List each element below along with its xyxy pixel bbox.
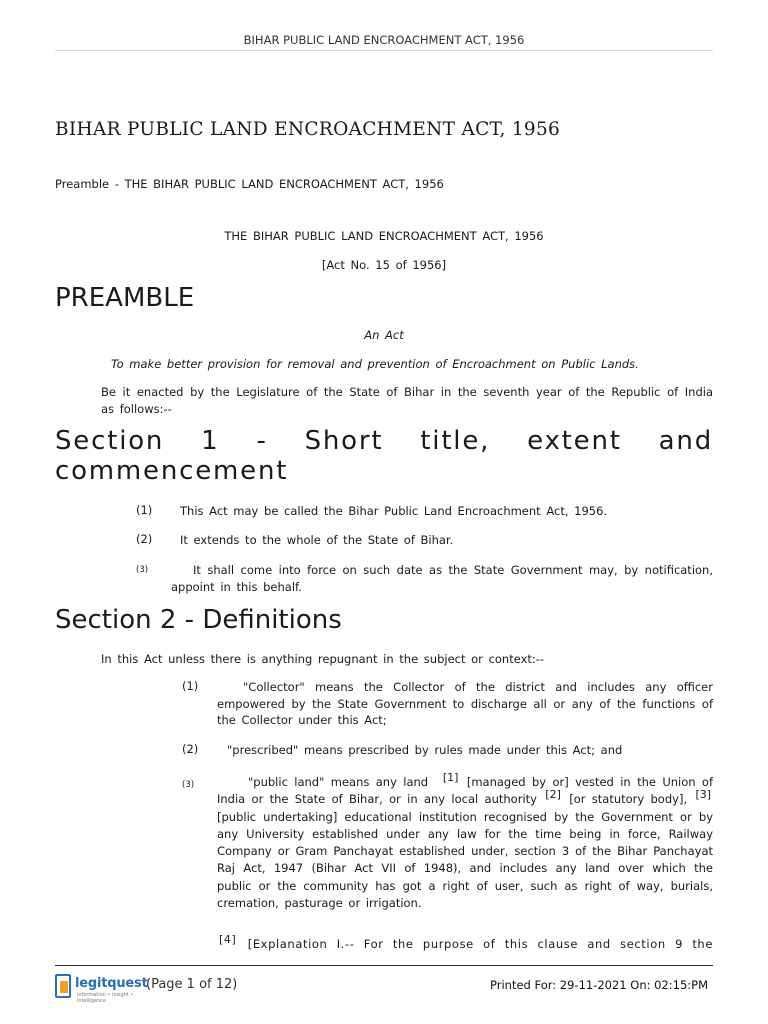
s2-item-3-text [217,771,714,912]
section-1-heading-line2: commencement [55,456,289,486]
preamble-heading: PREAMBLE [55,283,195,313]
s2-item-2-text: "prescribed" means prescribed by rules made under this Act; and [227,743,623,757]
s2-item-3-seg3: [or statutory body], [569,792,688,807]
s2-intro: In this Act unless there is anything repugnant in the subject or context:-- [101,652,545,666]
section-2-heading: Section 2 - Definitions [55,605,342,635]
running-header: BIHAR PUBLIC LAND ENCROACHMENT ACT, 1956 [243,33,525,47]
enacting-clause: Be it enacted by the Legislature of the State of Bihar in the seventh year of the Republic of India as follows:-- [101,385,713,416]
page-indicator: (Page 1 of 12) [146,977,238,992]
footer-divider [55,965,713,966]
s2-item-1-num: (1) [182,679,199,693]
s2-item-2-num: (2) [182,742,199,756]
footnote-ref-3[interactable]: [3] [695,788,712,802]
logo-text: legitquest [75,976,148,991]
printed-stamp: Printed For: 29-11-2021 On: 02:15:PM [490,978,709,992]
section-1-heading-line1: Section 1 - Short title, extent and [55,426,713,456]
s2-item-3-seg2: [managed by or] vested in the Union of India or the State of Bihar, or in any local authority [217,775,714,807]
document-title: BIHAR PUBLIC LAND ENCROACHMENT ACT, 1956 [55,119,561,140]
s2-item-1-text: "Collector" means the Collector of the district and includes any officer empowered by the State Government to discharge all or any of the functions of the Collector under this Act; [217,680,713,727]
s1-item-1-text: This Act may be called the Bihar Public Land Encroachment Act, 1956. [180,504,608,518]
s2-item-3-num: (3) [182,780,195,790]
header-divider [55,50,713,51]
legitquest-logo [55,974,148,1004]
logo-icon [55,974,71,998]
s1-item-3-text: It shall come into force on such date as the State Government may, by notification, appoint in this behalf. [171,563,713,594]
s1-item-2-num: (2) [136,532,153,546]
footnote-ref-2[interactable]: [2] [545,788,561,802]
act-purpose: To make better provision for removal and prevention of Encroachment on Public Lands. [111,357,639,371]
s1-item-3-num: (3) [136,565,149,575]
explanation-line [217,933,713,953]
act-name: THE BIHAR PUBLIC LAND ENCROACHMENT ACT, 1956 [224,229,544,243]
s2-item-3-seg1: "public land" means any land [248,775,429,789]
logo-tagline: information • insight • intelligence [77,992,134,1004]
act-number: [Act No. 15 of 1956] [321,258,447,272]
preamble-line: Preamble - THE BIHAR PUBLIC LAND ENCROACHMENT ACT, 1956 [55,177,444,191]
footnote-ref-4[interactable]: [4] [219,933,237,946]
s1-item-2-text: It extends to the whole of the State of Bihar. [180,533,454,547]
explanation-text: [Explanation I.-- For the purpose of this clause and section 9 the [247,937,713,951]
footnote-ref-1[interactable]: [1] [442,771,459,784]
s2-item-3-seg4: [public undertaking] educational institution recognised by the Government or by any University established under any law for the time being in force, Railway Company or Gram Panchayat established under, section 3 of the Bihar Panchayat Raj Act, 1947 (Bihar Act VII of 1948), and includes any land over which the public or the community has got a right of user, such as right of way, burials, cremation, pasturage or irrigation. [217,809,713,911]
an-act-label: An Act [364,328,404,342]
section-1-heading [55,426,713,486]
s1-item-1-num: (1) [136,503,153,517]
